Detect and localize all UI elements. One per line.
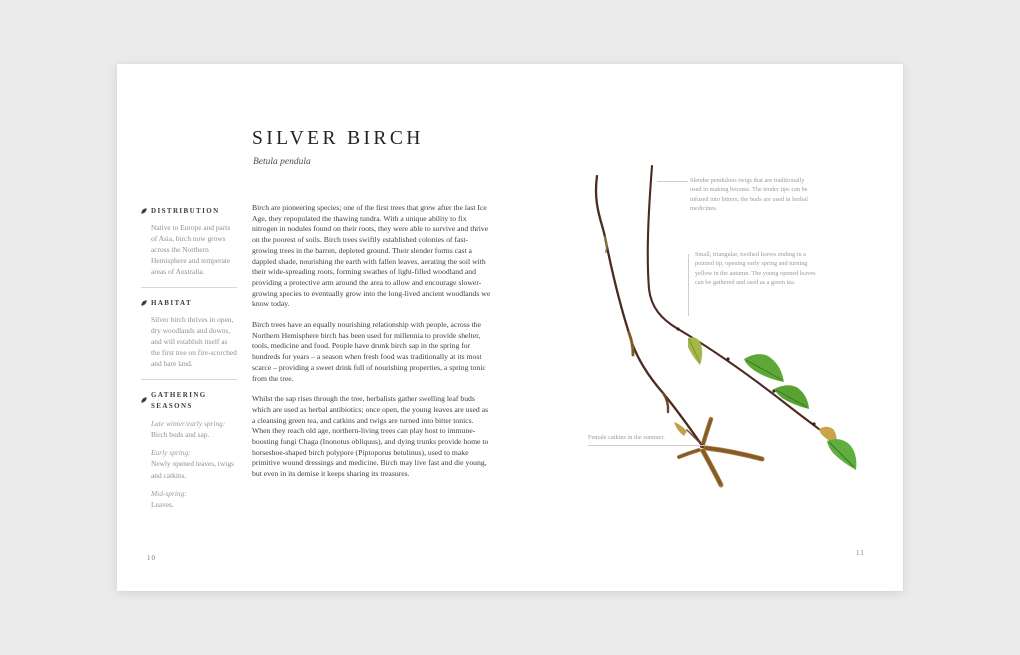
habitat-heading xyxy=(141,298,237,309)
leaf-icon xyxy=(141,300,147,306)
annotation-leader-line xyxy=(688,254,689,316)
distribution-text: Native to Europe and parts of Asia, birch now grows across the Northern Hemisphere and temperate areas of Australia. xyxy=(151,222,231,276)
body-paragraph: Whilst the sap rises through the tree, herbalists gather swelling leaf buds which are used as herbal antibiotics; once open, the young leaves are used as a cleansing green tea, and catkins and twigs are turned into bitter tonics. When they reach old age, northern-living trees can play host to immune-boosting fungi Chaga (Inonotus obliquus), and dying trunks provide home to horseshoe-shaped birch polypore (Piptoporus betulinus), used to make primitive wound dressings and medicine. Birch may live fast and die young, but even in its demise it keeps sharing its treasures. xyxy=(252,394,489,479)
habitat-text: Silver birch thrives in open, dry woodlands and downs, and will establish itself as the first tree on fire-scorched and bare land. xyxy=(151,314,237,368)
gathering-item xyxy=(141,488,237,510)
annotation-leader-line xyxy=(657,181,688,182)
annotation-twigs: Slender pendulous twigs that are traditionally used in making brooms. The tender tips can be infused into bitters; the buds are used in herbal medicines. xyxy=(690,177,808,213)
gathering-seasons-heading xyxy=(141,390,237,411)
birch-catkins xyxy=(674,419,762,485)
sidebar-divider xyxy=(141,287,237,288)
gathering-item xyxy=(141,418,237,440)
annotation-leaves: Small, triangular, toothed leaves ending in a pointed tip, opening early spring and turning yellow in the autumn. The young opened leaves can be gathered and used as a green tea. xyxy=(695,251,816,287)
annotation-catkins: Female catkins in the summer. xyxy=(588,434,665,441)
page-title: SILVER BIRCH xyxy=(252,128,424,149)
gathering-item xyxy=(141,447,237,480)
season-label: Late winter/early spring: xyxy=(151,419,226,429)
distribution-heading-label: DISTRIBUTION xyxy=(151,207,220,215)
latin-name: Betula pendula xyxy=(253,157,311,167)
body-paragraph: Birch trees have an equally nourishing relationship with people, across the Northern Hemisphere birch has been used for millennia to provide shelter, tools, medicine and food. People have drunk birch sap in the spring for hundreds for years – a season when fresh food was traditionally at its most scarce – providing a sweet drink full of nourishing properties, a spring tonic from the tree. xyxy=(252,320,486,383)
sidebar-section-distribution xyxy=(141,206,237,277)
gathering-seasons-heading-label: GATHERING SEASONS xyxy=(151,391,207,410)
season-gather: Newly opened leaves, twigs and catkins. xyxy=(151,459,234,480)
book-spread xyxy=(117,64,903,591)
body-paragraph: Birch are pioneering species; one of the first trees that grew after the last Ice Age, they repopulated the thawing tundra. With a unique ability to fix nitrogen in nodules found on their roots, they were able to survive and thrive on the poorest of soils. Birch trees swiftly established colonies of fast-growing trees in the barren, depleted ground. Their slender forms cast a dappled shade, nourishing the earth with fallen leaves, aerating the soil with their wide-spreading roots, forming swathes of light-filled woodland and providing a protective arm around the area to allow and encourage slower-growing species to eventually grow into the long-lived ancient woodlands we know today. xyxy=(252,203,491,309)
page-number-left: 10 xyxy=(147,554,156,562)
sidebar-section-habitat xyxy=(141,298,237,369)
body-text xyxy=(252,203,492,490)
season-label: Early spring: xyxy=(151,448,191,458)
leaf-icon xyxy=(141,397,147,403)
annotation-leader-line xyxy=(588,445,704,446)
season-gather: Birch buds and sap. xyxy=(151,430,210,440)
leaf-icon xyxy=(141,208,147,214)
sidebar-divider xyxy=(141,379,237,380)
sidebar xyxy=(141,206,237,510)
sidebar-section-gathering-seasons xyxy=(141,390,237,510)
page-number-right: 11 xyxy=(856,549,865,557)
season-label: Mid-spring: xyxy=(151,488,187,498)
distribution-heading xyxy=(141,206,237,217)
habitat-heading-label: HABITAT xyxy=(151,299,193,308)
season-gather: Leaves. xyxy=(151,499,174,509)
